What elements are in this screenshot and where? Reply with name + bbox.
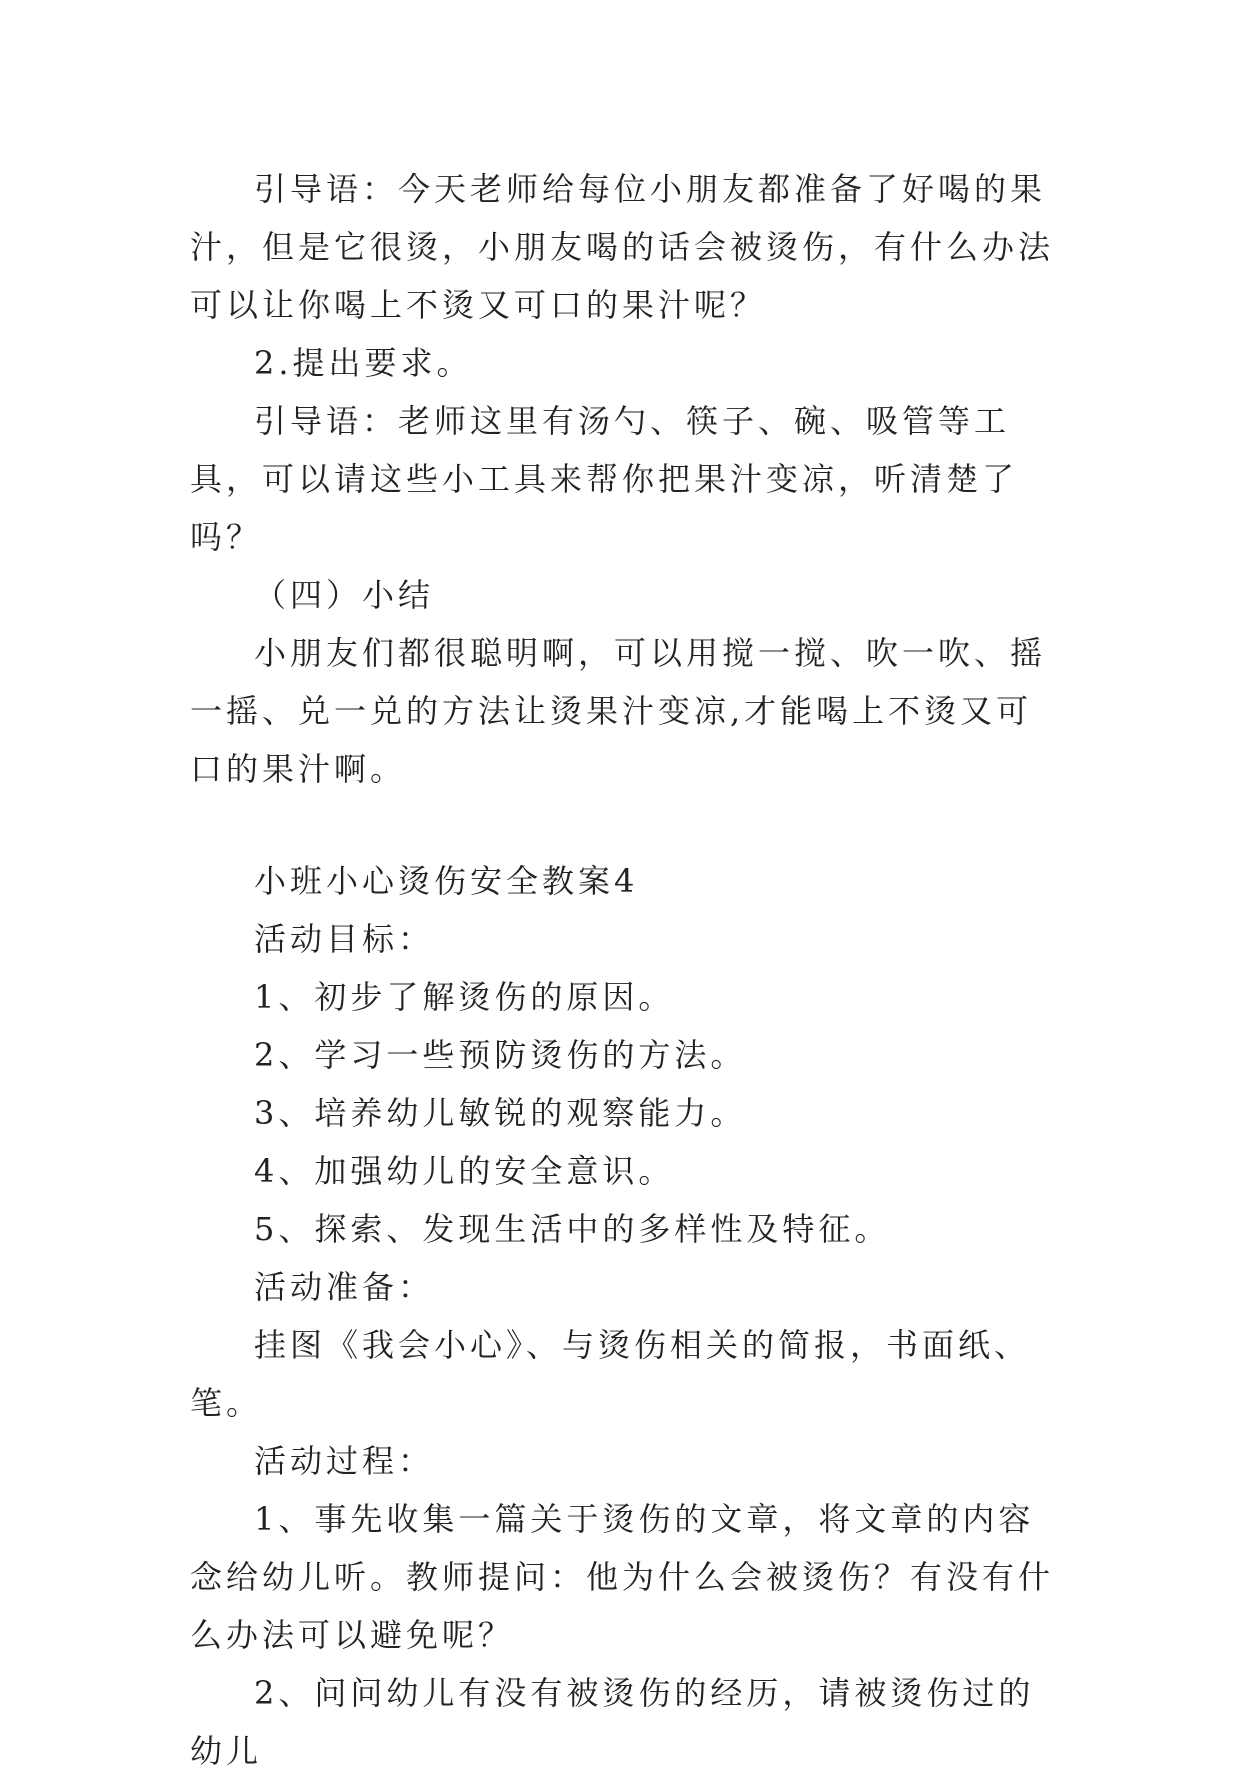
paragraph: 2、问问幼儿有没有被烫伤的经历，请被烫伤过的幼儿 xyxy=(190,1674,1035,1770)
paragraph: 挂图《我会小心》、与烫伤相关的简报，书面纸、笔。 xyxy=(190,1326,1031,1422)
section-title: 小班小心烫伤安全教案4 xyxy=(254,862,639,900)
paragraph: 1、事先收集一篇关于烫伤的文章，将文章的内容念给幼儿听。教师提问：他为什么会被烫伤？有没有什么办法可以避免呢？ xyxy=(190,1500,1055,1654)
paragraph: 引导语：今天老师给每位小朋友都准备了好喝的果汁，但是它很烫，小朋友喝的话会被烫伤，有什么办法可以让你喝上不烫又可口的果汁呢？ xyxy=(190,170,1055,324)
paragraph: 活动目标： xyxy=(254,920,435,958)
section-spacer xyxy=(190,798,1060,852)
paragraph: 小朋友们都很聪明啊，可以用搅一搅、吹一吹、摇一摇、兑一兑的方法让烫果汁变凉,才能喝上不烫又可口的果汁啊。 xyxy=(190,634,1047,788)
paragraph: 1、初步了解烫伤的原因。 xyxy=(254,978,675,1016)
document-body xyxy=(190,160,1060,1780)
paragraph: 引导语：老师这里有汤勺、筷子、碗、吸管等工具，可以请这些小工具来帮你把果汁变凉，听清楚了吗？ xyxy=(190,402,1019,556)
paragraph: 2、学习一些预防烫伤的方法。 xyxy=(254,1036,747,1074)
paragraph: 2.提出要求。 xyxy=(254,344,473,382)
paragraph: 3、培养幼儿敏锐的观察能力。 xyxy=(254,1094,747,1132)
paragraph: 活动过程： xyxy=(254,1442,435,1480)
paragraph: 5、探索、发现生活中的多样性及特征。 xyxy=(254,1210,891,1248)
paragraph: （四）小结 xyxy=(254,576,435,614)
paragraph: 活动准备： xyxy=(254,1268,435,1306)
paragraph: 4、加强幼儿的安全意识。 xyxy=(254,1152,675,1190)
